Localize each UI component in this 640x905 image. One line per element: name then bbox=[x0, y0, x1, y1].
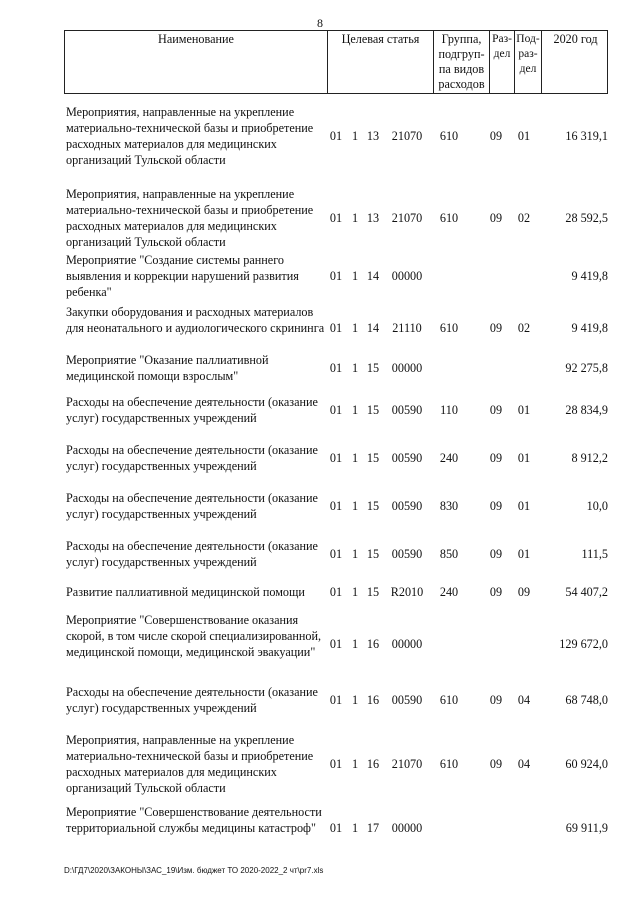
row-amount: 69 911,9 bbox=[565, 821, 608, 835]
row-c2: 1 bbox=[351, 321, 359, 335]
table-row bbox=[64, 104, 608, 170]
row-sub: 01 bbox=[517, 499, 531, 513]
row-sub: 02 bbox=[517, 321, 531, 335]
row-c3: 14 bbox=[366, 321, 380, 335]
table-row bbox=[64, 304, 608, 354]
row-sec: 09 bbox=[489, 321, 503, 335]
row-c3: 15 bbox=[366, 547, 380, 561]
row-c1: 01 bbox=[329, 757, 343, 771]
row-c3: 14 bbox=[366, 269, 380, 283]
row-c4: 00000 bbox=[391, 269, 423, 283]
row-name: Расходы на обеспечение деятельности (оказание услуг) государственных учреждений bbox=[66, 685, 318, 715]
header-name: Наименование bbox=[158, 32, 234, 46]
row-grp: 240 bbox=[439, 451, 459, 465]
row-sub: 01 bbox=[517, 403, 531, 417]
row-amount: 111,5 bbox=[581, 547, 608, 561]
row-c1: 01 bbox=[329, 361, 343, 375]
row-c4: R2010 bbox=[390, 585, 424, 599]
row-c2: 1 bbox=[351, 361, 359, 375]
table-header bbox=[64, 30, 608, 94]
row-c1: 01 bbox=[329, 693, 343, 707]
row-amount: 9 419,8 bbox=[571, 269, 608, 283]
row-c2: 1 bbox=[351, 547, 359, 561]
row-name: Мероприятия, направленные на укрепление материально-технической базы и приобретение расходных материалов для медицинских организаций Тульской области bbox=[66, 733, 314, 795]
row-c1: 01 bbox=[329, 637, 343, 651]
row-sec: 09 bbox=[489, 129, 503, 143]
footer-path: D:\ГД7\2020\ЗАКОНЫ\ЗАС_19\Изм. бюджет ТО 2020-2022_2 чт\pr7.xls bbox=[64, 866, 324, 875]
row-c3: 15 bbox=[366, 585, 380, 599]
row-c4: 00590 bbox=[391, 451, 423, 465]
row-sub: 09 bbox=[517, 585, 531, 599]
row-c2: 1 bbox=[351, 693, 359, 707]
row-c2: 1 bbox=[351, 129, 359, 143]
table-row bbox=[64, 612, 608, 678]
row-name: Мероприятие "Совершенствование оказания скорой, в том числе скорой специализированной, медицинской помощи, медицинской эвакуации" bbox=[66, 613, 322, 659]
row-amount: 28 834,9 bbox=[565, 403, 608, 417]
row-name: Мероприятие "Создание системы раннего выявления и коррекции нарушений развития ребенка" bbox=[66, 253, 299, 299]
row-c1: 01 bbox=[329, 821, 343, 835]
row-c2: 1 bbox=[351, 637, 359, 651]
row-c2: 1 bbox=[351, 499, 359, 513]
row-c2: 1 bbox=[351, 821, 359, 835]
row-grp: 610 bbox=[439, 129, 459, 143]
row-amount: 60 924,0 bbox=[565, 757, 608, 771]
table-row bbox=[64, 538, 608, 572]
table-row bbox=[64, 352, 608, 386]
row-grp: 610 bbox=[439, 211, 459, 225]
row-c2: 1 bbox=[351, 403, 359, 417]
row-name: Расходы на обеспечение деятельности (оказание услуг) государственных учреждений bbox=[66, 443, 318, 473]
row-c4: 21070 bbox=[391, 211, 423, 225]
row-c4: 00000 bbox=[391, 821, 423, 835]
row-amount: 68 748,0 bbox=[565, 693, 608, 707]
header-group: Группа, подгруп-па видов расходов bbox=[433, 31, 489, 93]
table-row bbox=[64, 732, 608, 798]
row-c3: 16 bbox=[366, 757, 380, 771]
row-sec: 09 bbox=[489, 585, 503, 599]
header-subsection: Под-раз-дел bbox=[514, 31, 541, 93]
row-c4: 00590 bbox=[391, 547, 423, 561]
header-year: 2020 год bbox=[541, 31, 609, 93]
row-grp: 610 bbox=[439, 693, 459, 707]
row-sec: 09 bbox=[489, 547, 503, 561]
row-c1: 01 bbox=[329, 547, 343, 561]
row-sub: 01 bbox=[517, 547, 531, 561]
table-row bbox=[64, 186, 608, 252]
row-grp: 830 bbox=[439, 499, 459, 513]
row-amount: 54 407,2 bbox=[565, 585, 608, 599]
row-c2: 1 bbox=[351, 269, 359, 283]
row-c1: 01 bbox=[329, 269, 343, 283]
row-c4: 21110 bbox=[392, 321, 422, 335]
row-c1: 01 bbox=[329, 499, 343, 513]
row-c1: 01 bbox=[329, 321, 343, 335]
header-section: Раз-дел bbox=[489, 31, 514, 93]
row-c4: 00590 bbox=[391, 693, 423, 707]
row-amount: 92 275,8 bbox=[565, 361, 608, 375]
row-name: Мероприятие "Совершенствование деятельности территориальной службы медицины катастроф" bbox=[66, 805, 322, 835]
row-c4: 00590 bbox=[391, 403, 423, 417]
page-number: 8 bbox=[317, 16, 323, 30]
row-c1: 01 bbox=[329, 211, 343, 225]
row-grp: 110 bbox=[440, 403, 458, 417]
row-sec: 09 bbox=[489, 693, 503, 707]
row-sub: 04 bbox=[517, 693, 531, 707]
row-sec: 09 bbox=[489, 211, 503, 225]
row-c3: 16 bbox=[366, 693, 380, 707]
row-grp: 850 bbox=[439, 547, 459, 561]
row-c3: 13 bbox=[366, 211, 380, 225]
row-c3: 15 bbox=[366, 499, 380, 513]
row-sec: 09 bbox=[489, 499, 503, 513]
row-c4: 00000 bbox=[391, 361, 423, 375]
row-name: Расходы на обеспечение деятельности (оказание услуг) государственных учреждений bbox=[66, 491, 318, 521]
table-row bbox=[64, 442, 608, 476]
row-c1: 01 bbox=[329, 129, 343, 143]
row-c2: 1 bbox=[351, 451, 359, 465]
table-row bbox=[64, 252, 608, 302]
row-name: Расходы на обеспечение деятельности (оказание услуг) государственных учреждений bbox=[66, 539, 318, 569]
row-amount: 8 912,2 bbox=[571, 451, 608, 465]
row-sec: 09 bbox=[489, 757, 503, 771]
table-row bbox=[64, 684, 608, 718]
row-amount: 9 419,8 bbox=[571, 321, 608, 335]
table-row bbox=[64, 584, 608, 602]
row-c3: 16 bbox=[366, 637, 380, 651]
table-row bbox=[64, 394, 608, 428]
row-c4: 21070 bbox=[391, 757, 423, 771]
row-amount: 10,0 bbox=[586, 499, 608, 513]
row-c3: 15 bbox=[366, 403, 380, 417]
row-name: Мероприятие "Оказание паллиативной медицинской помощи взрослым" bbox=[66, 353, 269, 383]
row-c2: 1 bbox=[351, 757, 359, 771]
row-name: Расходы на обеспечение деятельности (оказание услуг) государственных учреждений bbox=[66, 395, 318, 425]
row-amount: 28 592,5 bbox=[565, 211, 608, 225]
row-grp: 610 bbox=[439, 321, 459, 335]
row-sub: 01 bbox=[517, 451, 531, 465]
row-name: Развитие паллиативной медицинской помощи bbox=[66, 585, 305, 599]
row-name: Мероприятия, направленные на укрепление материально-технической базы и приобретение расходных материалов для медицинских организаций Тульской области bbox=[66, 105, 314, 167]
row-c2: 1 bbox=[351, 585, 359, 599]
row-name: Мероприятия, направленные на укрепление материально-технической базы и приобретение расходных материалов для медицинских организаций Тульской области bbox=[66, 187, 314, 249]
row-c2: 1 bbox=[351, 211, 359, 225]
row-c3: 13 bbox=[366, 129, 380, 143]
row-c1: 01 bbox=[329, 403, 343, 417]
row-c4: 21070 bbox=[391, 129, 423, 143]
row-amount: 129 672,0 bbox=[559, 637, 608, 651]
row-amount: 16 319,1 bbox=[565, 129, 608, 143]
table-row bbox=[64, 490, 608, 524]
row-sub: 02 bbox=[517, 211, 531, 225]
row-grp: 610 bbox=[439, 757, 459, 771]
header-target: Целевая статья bbox=[327, 31, 433, 93]
row-c3: 15 bbox=[366, 361, 380, 375]
row-c3: 17 bbox=[366, 821, 380, 835]
row-c1: 01 bbox=[329, 585, 343, 599]
row-sub: 04 bbox=[517, 757, 531, 771]
row-grp: 240 bbox=[439, 585, 459, 599]
row-c3: 15 bbox=[366, 451, 380, 465]
row-c1: 01 bbox=[329, 451, 343, 465]
row-c4: 00000 bbox=[391, 637, 423, 651]
row-name: Закупки оборудования и расходных материалов для неонатального и аудиологического скрининга bbox=[66, 305, 325, 335]
row-sec: 09 bbox=[489, 403, 503, 417]
row-c4: 00590 bbox=[391, 499, 423, 513]
table-row bbox=[64, 804, 608, 854]
row-sec: 09 bbox=[489, 451, 503, 465]
row-sub: 01 bbox=[517, 129, 531, 143]
